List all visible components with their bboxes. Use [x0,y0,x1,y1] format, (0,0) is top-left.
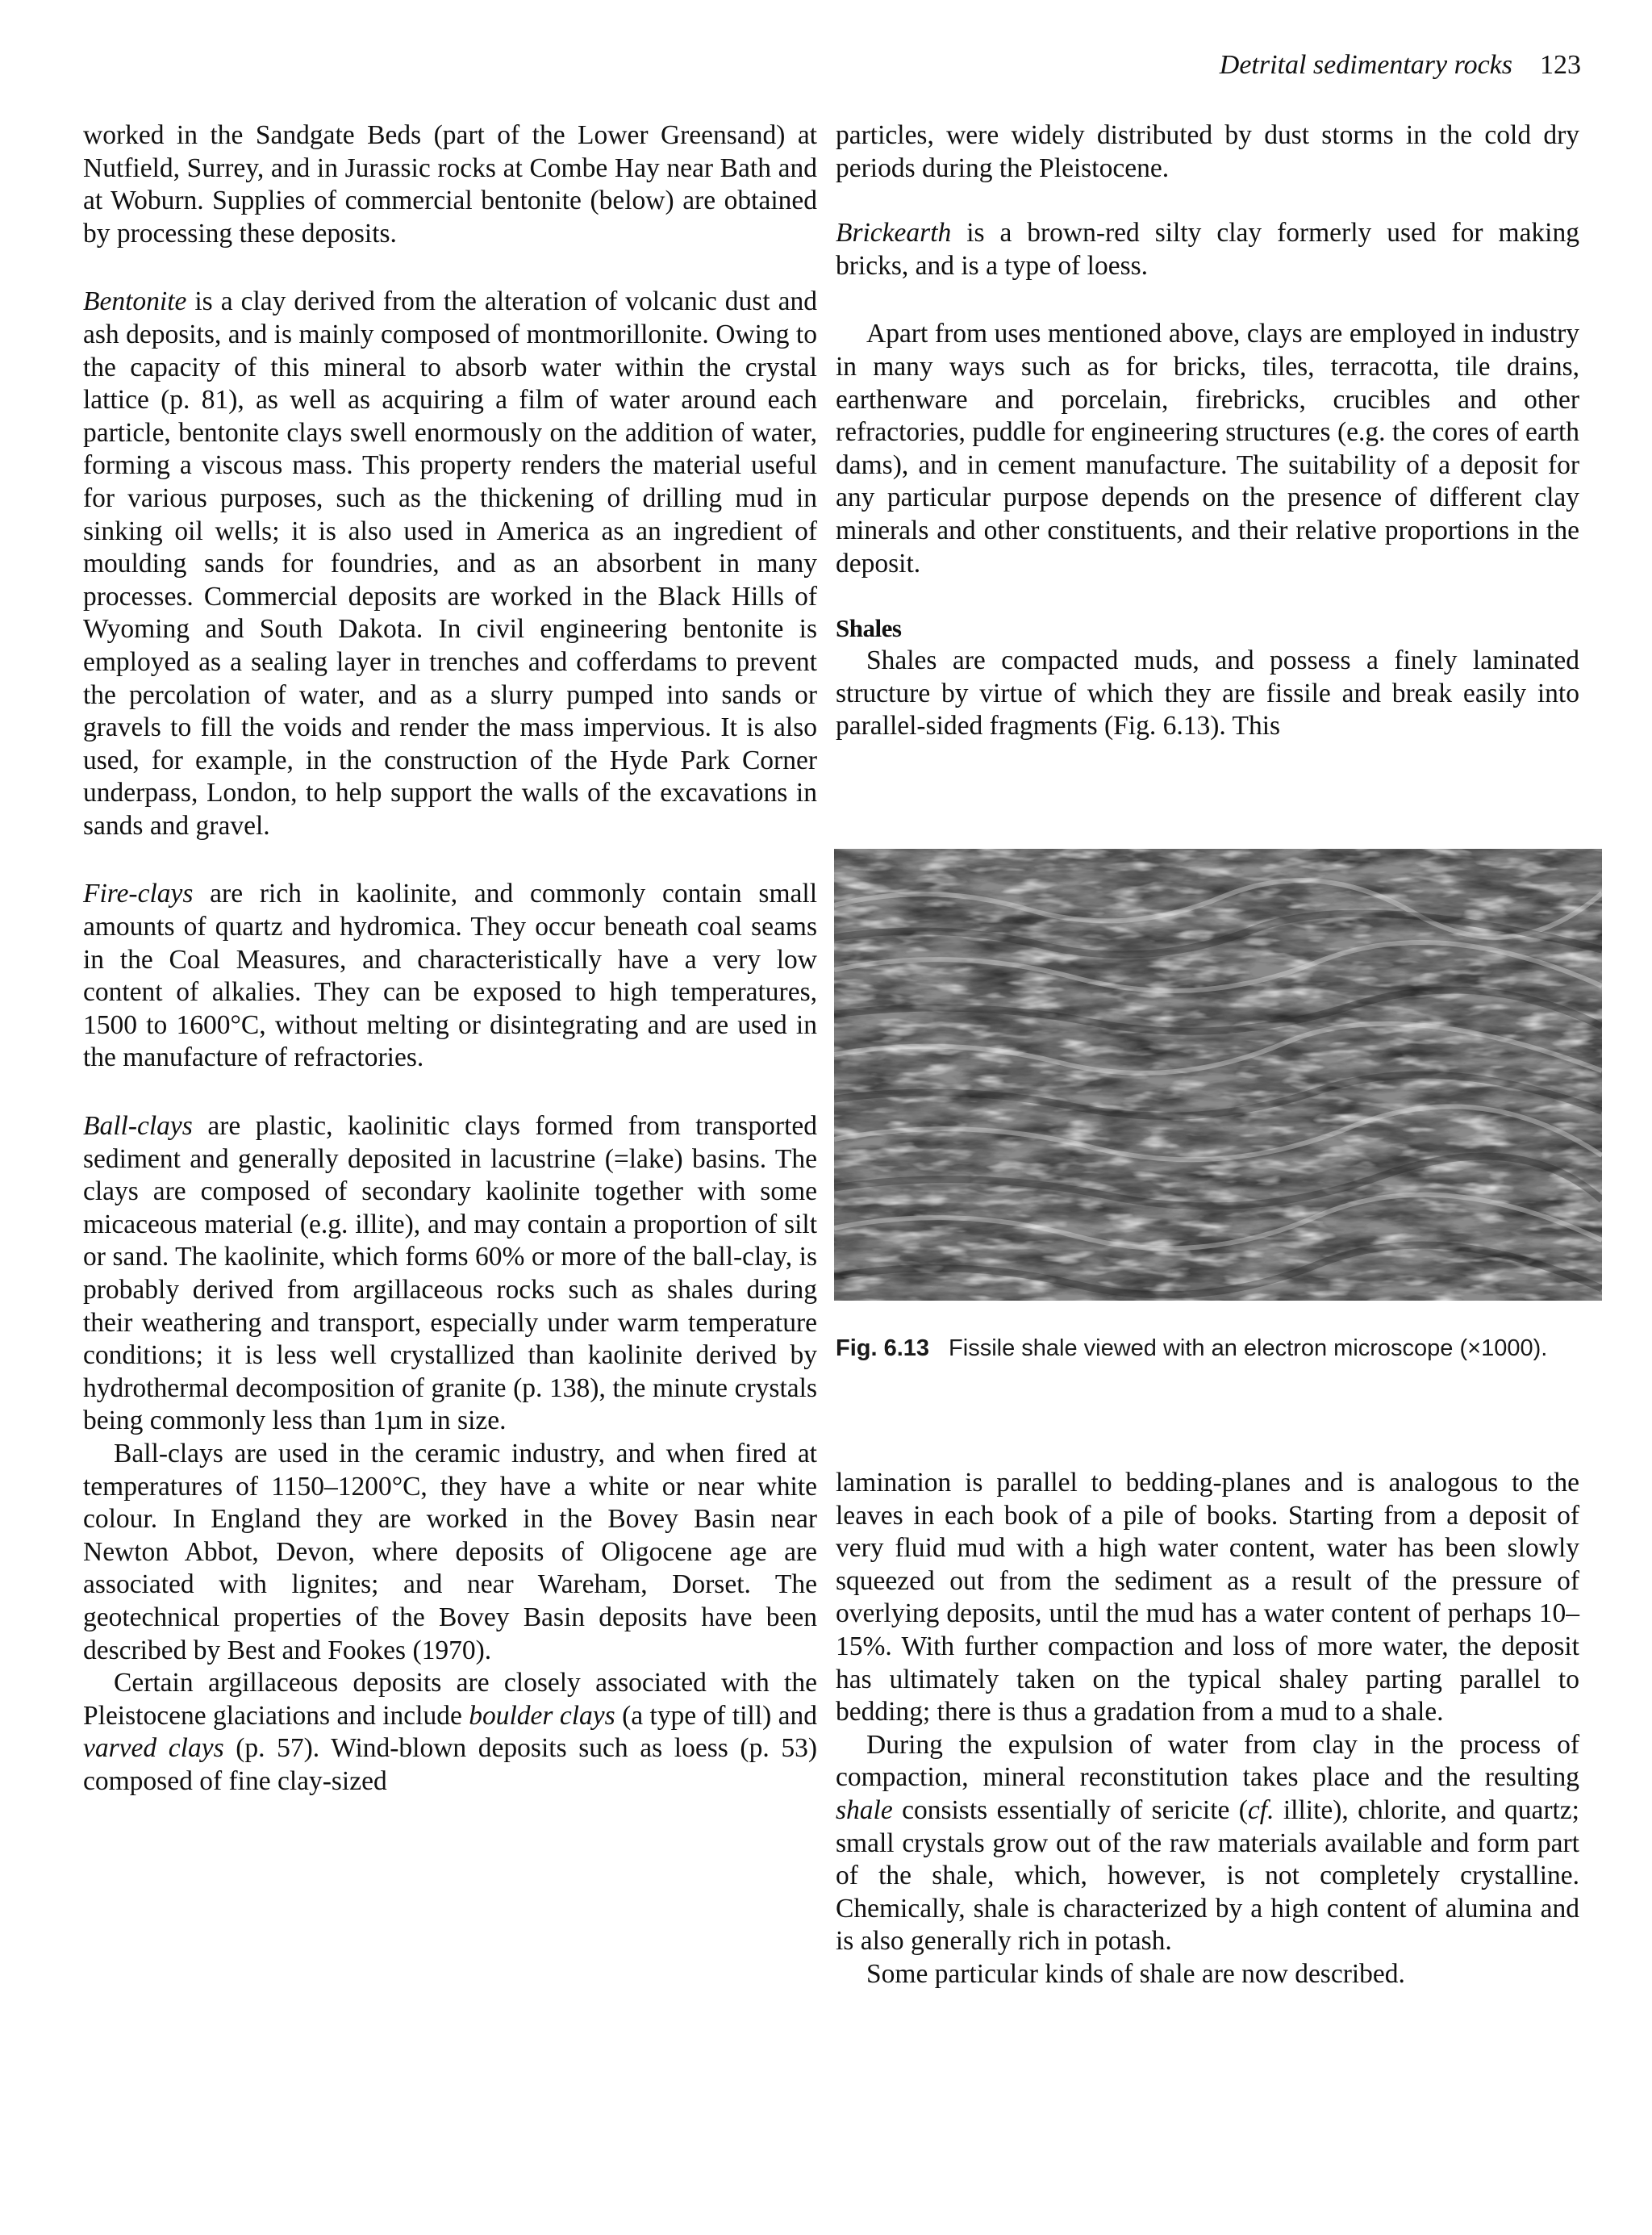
shale-micrograph-image [834,849,1602,1301]
paragraph-expulsion: During the expulsion of water from clay in the process of compaction, mineral reconstitution takes place and the resulting shale consists essentially of sericite (cf. illite), chlorite, and quartz; small crystals grow out of the raw materials available and form part of the shale, which, however, is not completely crystalline. Chemically, shale is characterized by a high content of alumina and is also generally rich in potash. [836,1729,1579,1957]
term-boulder-clays: boulder clays [469,1700,615,1731]
figure-label: Fig. 6.13 [836,1335,930,1361]
right-column-lower [836,1467,1579,1991]
paragraph-closing: Some particular kinds of shale are now described. [866,1958,1405,1989]
figure-shale-micrograph [834,849,1602,1301]
figure-caption-text: Fissile shale viewed with an electron microscope (×1000). [949,1335,1548,1361]
running-head [1162,50,1581,81]
paragraph-clay-uses: Apart from uses mentioned above, clays are employed in industry in many ways such as for bricks, tiles, terracotta, tile drains, earthenware and porcelain, firebricks, crucibles and other refractories, puddle for engineering structures (e.g. the cores of earth dams), and in cement manufacture. The suitability of a deposit for any particular purpose depends on the presence of different clay minerals and other constituents, and their relative proportions in the deposit. [836,319,1579,579]
term-brickearth: Brickearth [836,218,952,249]
paragraph-particles: particles, were widely distributed by dust storms in the cold dry periods during the Pleistocene. [836,120,1579,183]
paragraph-lamination: lamination is parallel to bedding-planes and is analogous to the leaves in each book of a pile of books. Starting from a deposit of very fluid mud with a high water content, water has been slowly squeezed out from the sediment as a result of the pressure of overlying deposits, until the mud has a water content of perhaps 10–15%. With further compaction and loss of more water, the deposit has ultimately taken on the typical shaley parting parallel to bedding; there is thus a gradation from a mud to a shale. [836,1468,1579,1727]
paragraph-shales-intro: Shales are compacted muds, and possess a finely laminated structure by virtue of which they are fissile and break easily into parallel-sided fragments (Fig. 6.13). This [836,645,1579,742]
term-ballclays: Ball-clays [83,1111,193,1142]
term-shale: shale [836,1794,893,1825]
term-varved-clays: varved clays [83,1733,224,1764]
paragraph-argillaceous: Certain argillaceous deposits are closely associated with the Pleistocene glaciations and include boulder clays (a type of till) and varved clays (p. 57). Wind-blown deposits such as loess (p. 53) composed of fine clay-sized [83,1668,817,1796]
section-heading-shales: Shales [836,614,902,643]
page-number: 123 [1540,50,1581,80]
term-bentonite: Bentonite [83,286,187,317]
paragraph-continued: worked in the Sandgate Beds (part of the Lower Greensand) at Nutfield, Surrey, and in Jurassic rocks at Combe Hay near Bath and at Woburn. Supplies of commercial bentonite (below) are obtained by processing these deposits. [83,120,817,249]
left-column [83,119,817,1798]
paragraph-fireclays: Fire-clays are rich in kaolinite, and commonly contain small amounts of quartz and hydromica. They occur beneath coal seams in the Coal Measures, and characteristically have a very low content of alkalies. They can be exposed to high temperatures, 1500 to 1600°C, without melting or disintegrating and are used in the manufacture of refractories. [83,879,817,1073]
paragraph-ballclays: Ball-clays are plastic, kaolinitic clays formed from transported sediment and generally deposited in lacustrine (=lake) basins. The clays are composed of secondary kaolinite together with some micaceous material (e.g. illite), and may contain a proportion of silt or sand. The kaolinite, which forms 60% or more of the ball-clay, is probably derived from argillaceous rocks such as shales during their weathering and transport, especially under warm temperature conditions; it is less well crystallized than kaolinite derived by hydrothermal decomposition of granite (p. 138), the minute crystals being commonly less than 1µm in size. [83,1111,817,1436]
term-cf: cf. [1247,1794,1274,1825]
paragraph-bentonite: Bentonite is a clay derived from the alteration of volcanic dust and ash deposits, and is mainly composed of montmorillonite. Owing to the capacity of this mineral to absorb water within the crystal lattice (p. 81), as well as acquiring a film of water around each particle, bentonite clays swell enormously on the addition of water, forming a viscous mass. This property renders the material useful for various purposes, such as the thickening of drilling mud in sinking oil wells; it is also used in America as an ingredient of moulding sands for foundries, and as an absorbent in many processes. Commercial deposits are worked in the Black Hills of Wyoming and South Dakota. In civil engineering bentonite is employed as a sealing layer in trenches and cofferdams to prevent the percolation of water, and as a slurry pumped into sands or gravels to fill the voids and render the mass impervious. It is also used, for example, in the construction of the Hyde Park Corner underpass, London, to help support the walls of the excavations in sands and gravel. [83,286,817,841]
paragraph-brickearth: Brickearth is a brown-red silty clay formerly used for making bricks, and is a type of loess. [836,218,1579,281]
right-column-upper [836,119,1579,743]
running-head-title: Detrital sedimentary rocks [1219,50,1512,80]
figure-caption [836,1333,1586,1364]
paragraph-ballclays-uses: Ball-clays are used in the ceramic industry, and when fired at temperatures of 1150–1200°C, they have a white or near white colour. In England they are worked in the Bovey Basin near Newton Abbot, Devon, where deposits of Oligocene age are associated with lignites; and near Wareham, Dorset. The geotechnical properties of the Bovey Basin deposits have been described by Best and Fookes (1970). [83,1438,817,1665]
term-fireclays: Fire-clays [83,879,194,909]
